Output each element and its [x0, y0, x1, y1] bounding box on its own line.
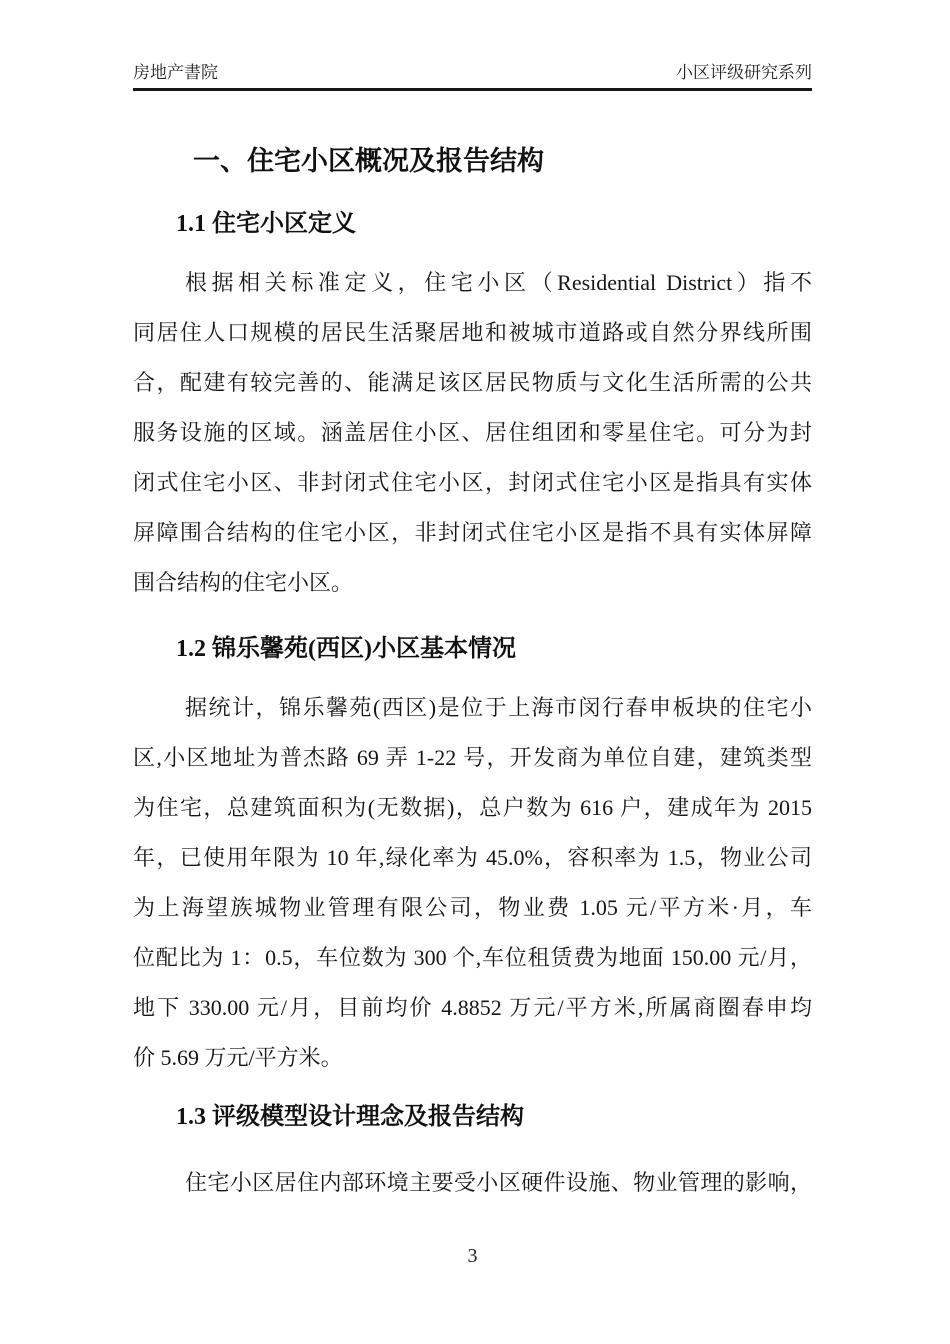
section-1-3-paragraph	[133, 1158, 812, 1208]
page-number: 3	[467, 1245, 478, 1267]
text-line: 同居住人口规模的居民生活聚居地和被城市道路或自然分界线所围	[133, 320, 812, 345]
header-right-text: 小区评级研究系列	[676, 63, 812, 82]
text-line: 为住宅，总建筑面积为(无数据)，总户数为 616 户，建成年为 2015	[133, 795, 812, 820]
text-line: 价 5.69 万元/平方米。	[133, 1045, 343, 1070]
text-line: 屏障围合结构的住宅小区，非封闭式住宅小区是指不具有实体屏障	[133, 520, 812, 545]
section-1-1-paragraph	[133, 258, 812, 608]
text-line: 合，配建有较完善的、能满足该区居民物质与文化生活所需的公共	[133, 370, 812, 395]
section-1-2-paragraph	[133, 683, 812, 1083]
text-line: 服务设施的区域。涵盖居住小区、居住组团和零星住宅。可分为封	[133, 420, 812, 445]
text-line: 据统计，锦乐馨苑(西区)是位于上海市闵行春申板块的住宅小	[185, 695, 812, 720]
text-line: 位配比为 1：0.5，车位数为 300 个,车位租赁费为地面 150.00 元/月，	[133, 945, 812, 970]
header-left-text: 房地产書院	[133, 63, 218, 82]
text-line: 为上海望族城物业管理有限公司，物业费 1.05 元/平方米·月，车	[133, 895, 812, 920]
page-header	[133, 0, 812, 91]
section-1-1-heading: 1.1 住宅小区定义	[176, 211, 356, 237]
text-line: 围合结构的住宅小区。	[133, 570, 354, 595]
text-line: 住宅小区居住内部环境主要受小区硬件设施、物业管理的影响，	[185, 1170, 812, 1195]
text-line: 区,小区地址为普杰路 69 弄 1-22 号，开发商为单位自建，建筑类型	[133, 745, 812, 770]
section-1-3-heading: 1.3 评级模型设计理念及报告结构	[176, 1104, 524, 1130]
text-line: 闭式住宅小区、非封闭式住宅小区，封闭式住宅小区是指具有实体	[133, 470, 812, 495]
text-line: 地下 330.00 元/月，目前均价 4.8852 万元/平方米,所属商圈春申均	[133, 995, 812, 1020]
section-1-2-heading: 1.2 锦乐馨苑(西区)小区基本情况	[176, 636, 516, 662]
text-line: 年，已使用年限为 10 年,绿化率为 45.0%，容积率为 1.5，物业公司	[133, 845, 812, 870]
chapter-title: 一、住宅小区概况及报告结构	[193, 146, 544, 176]
text-line: 根据相关标准定义，住宅小区（Residential District）指不	[185, 270, 812, 295]
